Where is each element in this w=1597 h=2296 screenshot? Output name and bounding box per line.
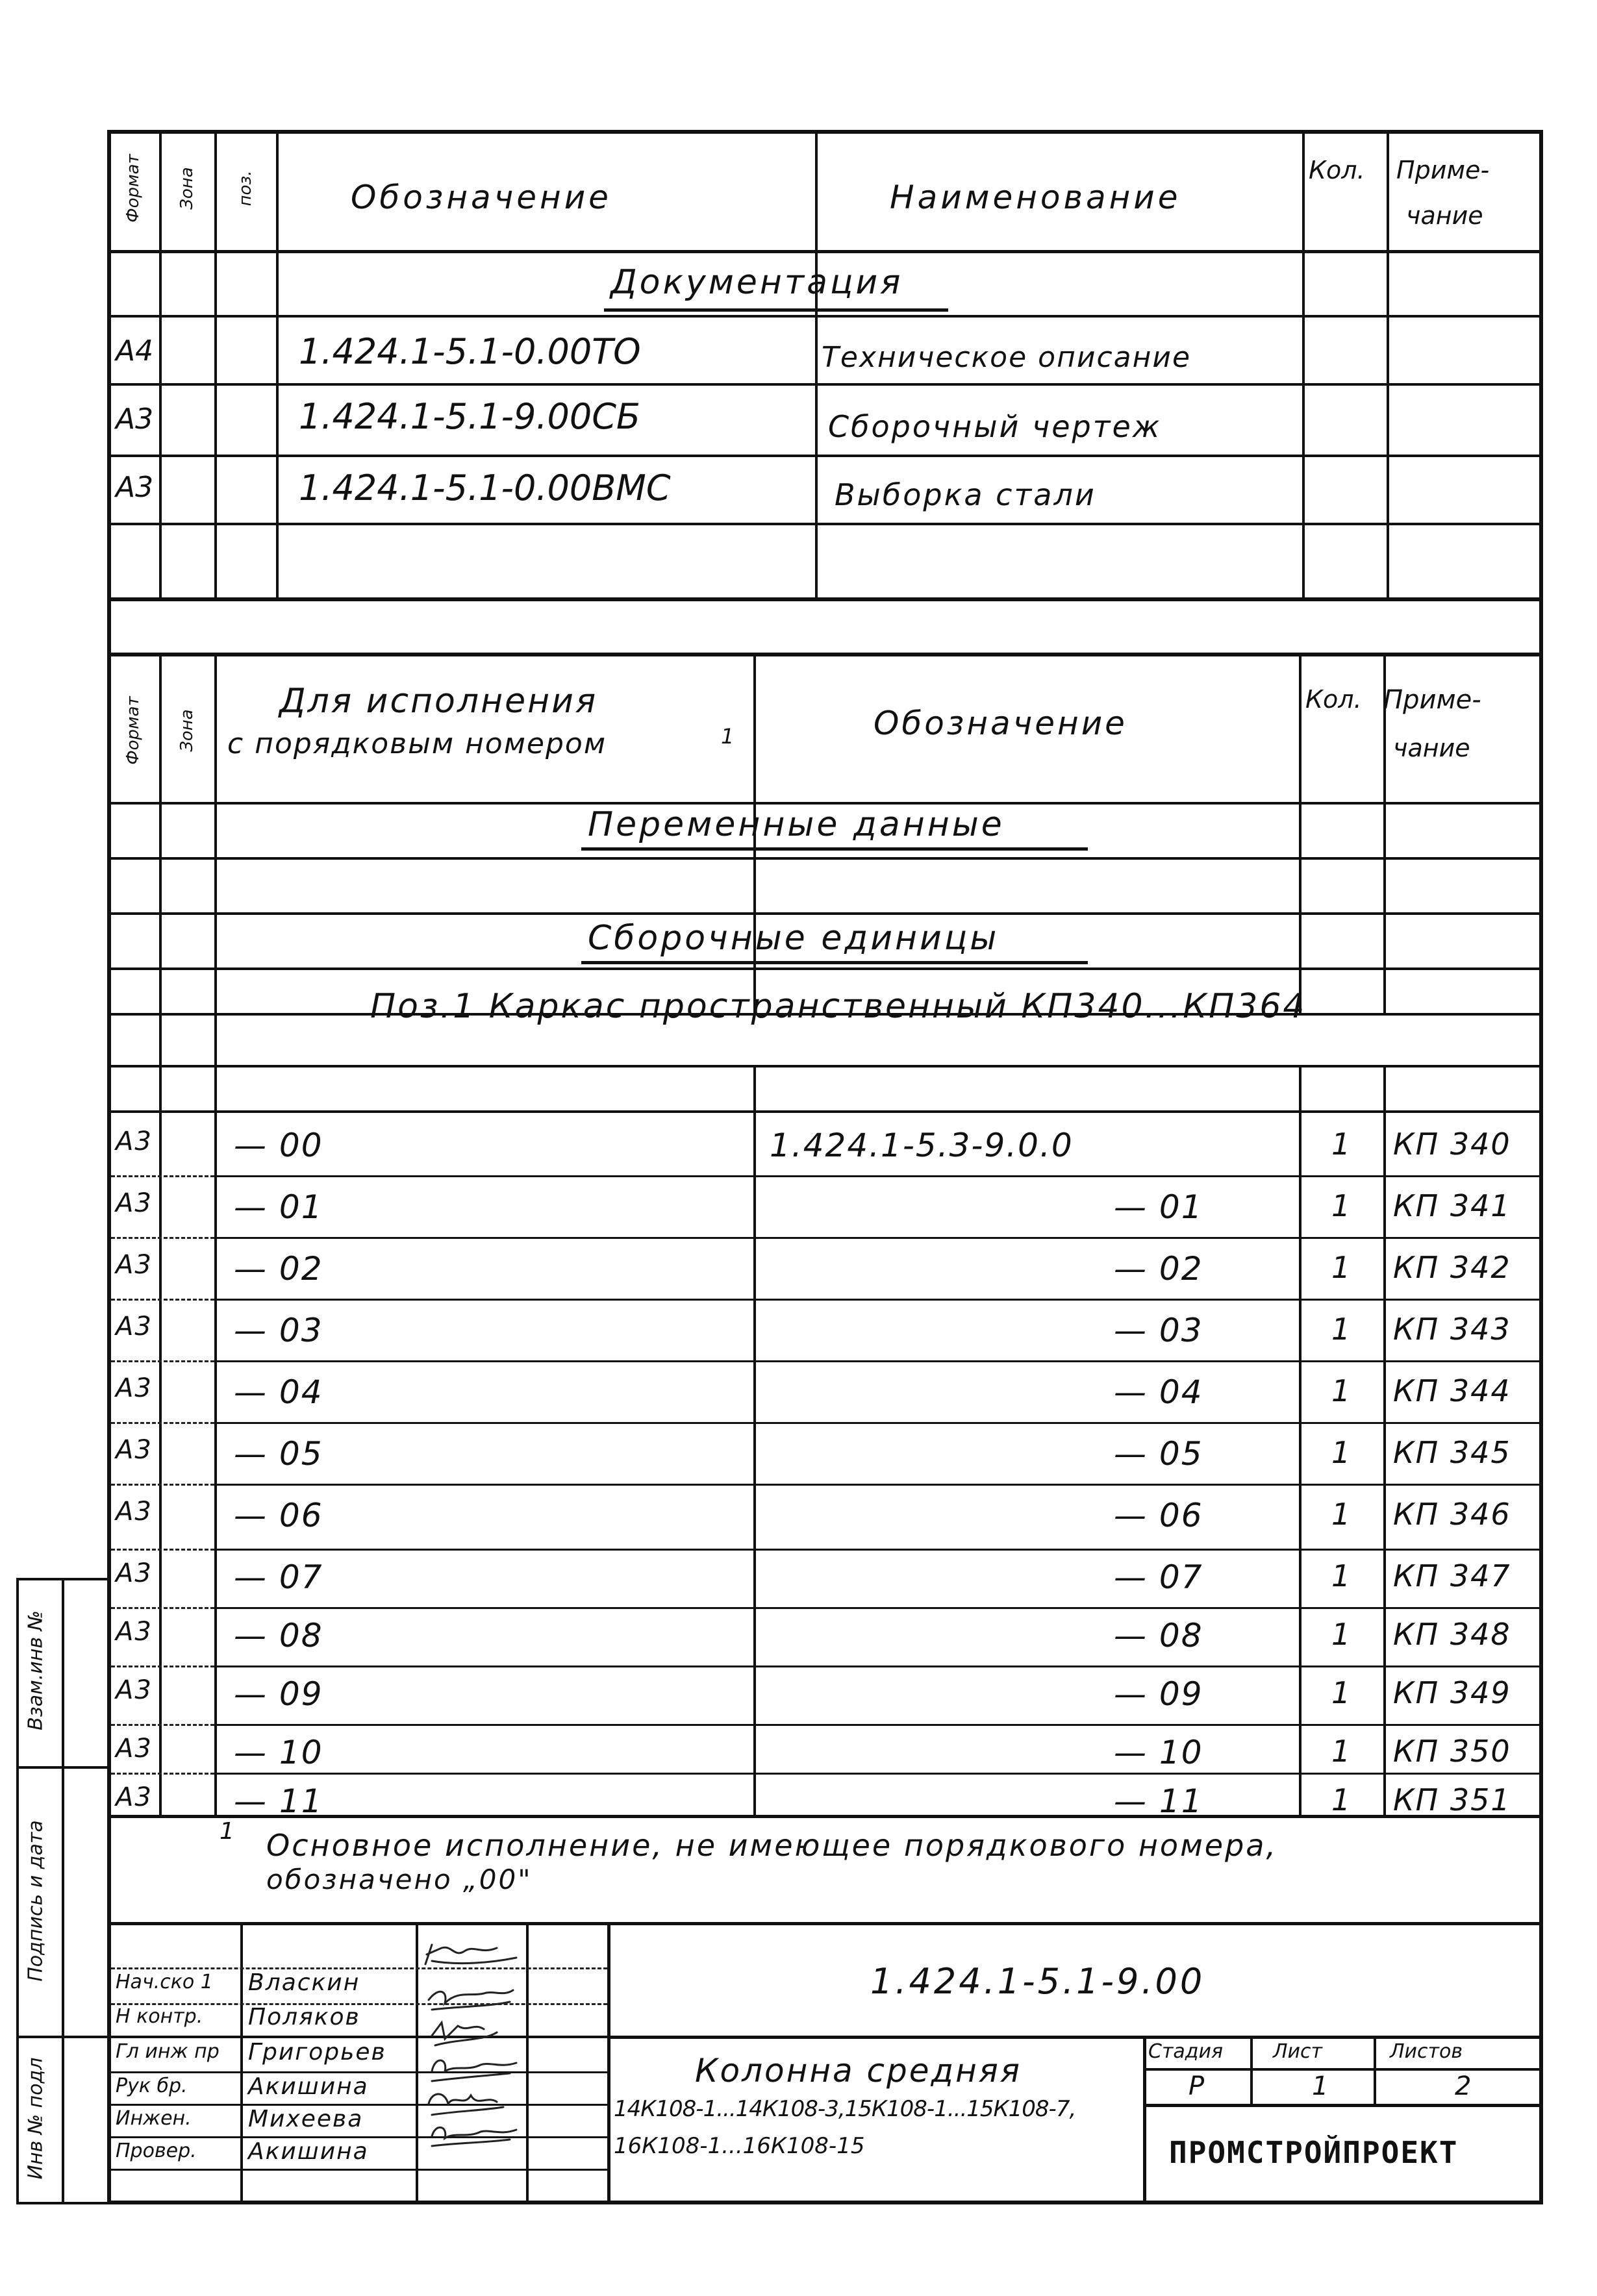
- staff-role: Рук бр.: [116, 2075, 188, 2097]
- doc-row-designation: 1.424.1-5.1-9.00СБ: [299, 396, 640, 437]
- item-format: А3: [116, 1250, 153, 1280]
- item-variant: — 01: [234, 1188, 323, 1226]
- footnote-line-1: Основное исполнение, не имеющее порядкового номера,: [266, 1828, 1278, 1863]
- item-note: КП 347: [1393, 1558, 1511, 1593]
- item-qty: 1: [1331, 1127, 1352, 1162]
- item-variant: — 05: [234, 1435, 323, 1473]
- item-designation: — 08: [1114, 1617, 1203, 1654]
- item-designation: — 02: [1114, 1250, 1203, 1288]
- product-codes-2: 16К108-1...16К108-15: [614, 2133, 865, 2159]
- item-designation: — 10: [1114, 1734, 1203, 1771]
- col-qty-header: Кол.: [1309, 156, 1365, 184]
- item-designation: — 07: [1114, 1558, 1203, 1596]
- item-qty: 1: [1331, 1497, 1352, 1532]
- item-qty: 1: [1331, 1617, 1352, 1652]
- staff-role: Инжен.: [116, 2107, 192, 2130]
- item-designation: 1.424.1-5.3-9.0.0: [770, 1127, 1074, 1164]
- item-variant: — 10: [234, 1734, 323, 1771]
- document-number: 1.424.1-5.1-9.00: [870, 1961, 1205, 2002]
- col-designation-header-2: Обозначение: [874, 705, 1127, 742]
- item-format: А3: [116, 1188, 153, 1218]
- item-designation: — 05: [1114, 1435, 1203, 1473]
- item-qty: 1: [1331, 1373, 1352, 1408]
- documentation-section-title: Документация: [610, 263, 903, 302]
- col-note-header-2a: Приме-: [1383, 685, 1481, 715]
- for-variant-header-1: Для исполнения: [279, 682, 598, 721]
- staff-surname: Михеева: [248, 2106, 364, 2132]
- item-qty: 1: [1331, 1435, 1352, 1470]
- item-format: А3: [116, 1734, 153, 1764]
- item-variant: — 06: [234, 1497, 323, 1534]
- item-designation: — 03: [1114, 1312, 1203, 1349]
- col-note-header-2: чание: [1406, 201, 1483, 230]
- stage-value: Р: [1188, 2071, 1205, 2101]
- sheets-value: 2: [1455, 2071, 1472, 2101]
- item-designation: — 09: [1114, 1675, 1203, 1713]
- doc-row-format: А3: [116, 403, 154, 436]
- item-format: А3: [116, 1675, 153, 1705]
- product-codes-1: 14К108-1...14К108-3,15К108-1...15К108-7,: [614, 2096, 1076, 2122]
- col-format-header: Формат: [123, 154, 143, 223]
- variable-data-title: Переменные данные: [588, 805, 1005, 844]
- for-variant-header-2: с порядковым номером: [227, 727, 607, 760]
- item-format: А3: [116, 1312, 153, 1341]
- staff-role: Гл инж пр: [116, 2040, 220, 2063]
- item-note: КП 346: [1393, 1497, 1511, 1532]
- item-variant: — 04: [234, 1373, 323, 1411]
- item-format: А3: [116, 1127, 153, 1156]
- item-note: КП 344: [1393, 1373, 1511, 1408]
- signatures-graphic: [419, 1925, 526, 2201]
- staff-surname: Поляков: [248, 2004, 360, 2030]
- item-qty: 1: [1331, 1782, 1352, 1817]
- item-note: КП 351: [1393, 1782, 1511, 1817]
- staff-role: Провер.: [116, 2140, 197, 2162]
- item-note: КП 349: [1393, 1675, 1511, 1710]
- item-variant: — 11: [234, 1782, 323, 1820]
- footnote-mark: 1: [220, 1818, 234, 1845]
- item-format: А3: [116, 1558, 153, 1588]
- doc-row-name: Выборка стали: [835, 477, 1096, 512]
- item-variant: — 09: [234, 1675, 323, 1713]
- staff-surname: Акишина: [248, 2138, 369, 2165]
- organization-name: ПРОМСТРОЙПРОЕКТ: [1169, 2135, 1459, 2170]
- item-note: КП 348: [1393, 1617, 1511, 1652]
- col-designation-header: Обозначение: [351, 179, 612, 216]
- staff-surname: Акишина: [248, 2073, 369, 2100]
- item-designation: — 01: [1114, 1188, 1203, 1226]
- item-format: А3: [116, 1497, 153, 1527]
- item-qty: 1: [1331, 1188, 1352, 1223]
- item-note: КП 342: [1393, 1250, 1511, 1285]
- stage-label: Стадия: [1148, 2040, 1224, 2063]
- doc-row-format: А3: [116, 471, 154, 504]
- item-format: А3: [116, 1782, 153, 1812]
- item-format: А3: [116, 1435, 153, 1465]
- item-qty: 1: [1331, 1312, 1352, 1347]
- item-qty: 1: [1331, 1734, 1352, 1769]
- item-designation: — 11: [1114, 1782, 1203, 1820]
- item-qty: 1: [1331, 1558, 1352, 1593]
- product-name: Колонна средняя: [695, 2052, 1022, 2090]
- item-designation: — 04: [1114, 1373, 1203, 1411]
- item-qty: 1: [1331, 1250, 1352, 1285]
- stamp-orig-inv: Инв № подл: [24, 2057, 47, 2180]
- staff-role: Нач.ско 1: [116, 1971, 213, 1993]
- assembly-units-title: Сборочные единицы: [588, 919, 1000, 958]
- stamp-replace-inv: Взам.инв №: [24, 1610, 47, 1730]
- col-format-header-2: Формат: [123, 696, 143, 765]
- col-zone-header-2: Зона: [177, 709, 197, 752]
- item-note: КП 345: [1393, 1435, 1511, 1470]
- doc-row-name: Сборочный чертеж: [828, 409, 1162, 444]
- doc-row-name: Техническое описание: [822, 341, 1192, 374]
- sheets-label: Листов: [1390, 2040, 1463, 2063]
- item-note: КП 343: [1393, 1312, 1511, 1347]
- staff-surname: Григорьев: [248, 2039, 386, 2065]
- stamp-sign-date: Подпись и дата: [24, 1820, 47, 1982]
- item-variant: — 03: [234, 1312, 323, 1349]
- item-note: КП 350: [1393, 1734, 1511, 1769]
- item-format: А3: [116, 1373, 153, 1403]
- col-pos-header: поз.: [236, 170, 255, 206]
- item-variant: — 07: [234, 1558, 323, 1596]
- col-zone-header: Зона: [177, 167, 197, 210]
- item-variant: — 08: [234, 1617, 323, 1654]
- sheet-label: Лист: [1273, 2040, 1323, 2063]
- col-note-header-1: Приме-: [1396, 156, 1490, 184]
- doc-row-designation: 1.424.1-5.1-0.00ВМС: [299, 468, 671, 508]
- staff-surname: Власкин: [248, 1969, 360, 1996]
- item-variant: — 02: [234, 1250, 323, 1288]
- col-name-header: Наименование: [890, 179, 1181, 216]
- item-title: Поз.1 Каркас пространственный КП340...КП364: [370, 987, 1307, 1026]
- item-note: КП 341: [1393, 1188, 1511, 1223]
- item-variant: — 00: [234, 1127, 323, 1164]
- item-qty: 1: [1331, 1675, 1352, 1710]
- item-format: А3: [116, 1617, 153, 1647]
- footnote-mark-header: 1: [721, 724, 735, 749]
- footnote-line-2: обозначено „00": [266, 1864, 533, 1895]
- item-designation: — 06: [1114, 1497, 1203, 1534]
- staff-role: Н контр.: [116, 2005, 203, 2028]
- doc-row-designation: 1.424.1-5.1-0.00ТО: [299, 331, 641, 372]
- sheet-value: 1: [1312, 2071, 1329, 2101]
- col-note-header-2b: чание: [1393, 734, 1470, 762]
- doc-row-format: А4: [116, 334, 154, 368]
- item-note: КП 340: [1393, 1127, 1511, 1162]
- col-qty-header-2: Кол.: [1305, 685, 1362, 714]
